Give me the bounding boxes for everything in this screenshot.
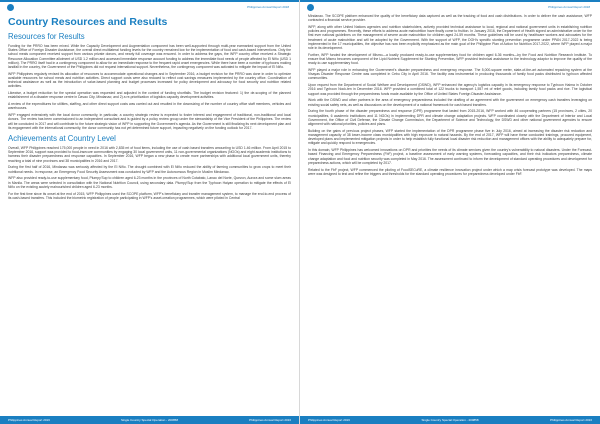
footer-center-text: Single Country Special Operation - 200858	[120, 418, 179, 422]
footer-center-text: Single Country Special Operation - 200858	[421, 418, 479, 422]
paragraph: Related to the FbF project, WFP commenced the piloting of FoodSECuRE, a climate resilience innovation project under which a map crisis forecast prototype was developed. The maps were was designed to test and refine the triggers and thresholds for the standard operating procedures for preparedness developed under FbF.	[308, 167, 592, 176]
paragraph: Likewise, a budget reduction for the special operation was requested and adjusted in the context of funding shortfalls. The budget revision featured: 1) the de-scoping of the planned establishment of a disaster response centre in Davao City, Mindanao; and 2) a re-prioritization of logistics capacity development activities.	[8, 91, 291, 100]
paragraph: Overall, WFP Philippines reached 175,000 people in need in 2016 with 2,835 mt of food items, including the use of cash based transfers amounting to USD 1.46 million. From April 2015 to September 2016, support was provided to food-insecure communities by engaging 30 local government units, 11 non-governmental organizations (NGOs) and eight academic institutions to harness their disaster preparedness and response capacities. In September 2016, WFP began a new phase to create more partnerships with additional local government units, thereby reaching a total of nine provinces and 38 municipalities in 2016 and 2017.	[8, 146, 291, 163]
running-header: Philippines Annual Report 2018	[247, 5, 289, 9]
section-heading-achievements: Achievements at Country Level	[8, 134, 116, 144]
left-page-content	[8, 14, 291, 412]
paragraph: Further, WFP funded the development of Mismo—a locally produced ready-to-use supplementary food for children aged 6-36 months—by the Food and Nutrition Research Institute. To ensure that Mismo becomes component of the Lipid Nutrient Supplement for Stunting Prevention, WFP provided technical assistance to the technology adaptor to improve the quality of the ready-to-use supplementary food.	[308, 52, 592, 66]
footer-left-text: Philippines Annual Report 2016	[8, 418, 50, 422]
paragraph: In this domain, WFP Philippines has welcomed innovations on DPR and priorities the needs of its climate services given the country's vulnerability to natural disasters. Under the Forecast-based Financing and Emergency Preparedness (FbF) project, a baseline assessment of early warning systems, forecasting capacities, and their risk indicators preparedness, climate change adaptation and food and nutrition security was completed in May 2016. The assessment continued to inform the development of standard operating procedures and development for preparedness actions, which will be completed by 2017.	[308, 148, 592, 165]
paragraph: During the fourth phase of the disaster preparedness and response (DPR) programme that lasted from 2015-2016, WFP worked with 46 cooperating partners (15 provinces, 2 cities, 20 municipalities, 6 academic institutions and 11 NGOs) in implementing DPR and climate change adaptation projects. WFP coordinated closely with the Department of Interior and Local Government, the Office of Civil Defense, the Climate Change Commission, the Department of Science and Technology, the DSWD and other national government agencies to ensure alignment with national priorities, policies and plans.	[308, 109, 592, 127]
paragraph: Upon request from the Department of Social Welfare and Development (DSWD), WFP enhanced the agency's logistics capacity in its emergency response to Typhoon Haima in October 2016 and Typhoon Nock-ten in December 2016. WFP provided a combined total of 122 trucks to transport 1,557 mt of relief goods, including family food packs and rice. The logistical support was provided through the preparedness funds made available by the Office of United States Foreign Disaster Assistance.	[308, 83, 592, 96]
paragraph: WFP, along with other United Nations agencies and nutrition stakeholders, actively provided technical assistance to local, regional and national government units in establishing nutrition policies and programmes. Recently, these efforts to address acute malnutrition have finally come to fruition. In January 2016, the Department of Health signed an administrative order for the first ever national guidelines on the management of severe acute malnutrition for children aged 24-59 months. These guidelines will be used by healthcare workers and advocates for the treatment of acute malnutrition and will be adopted by the Government. With the support of WFP, the DOH's specific stunting prevention programme under PPAN 2017-2022 is being implemented in the 17 municipalities, the objective has now been explicitly emphasized as the main goal of the Philippine Plan of Action for Nutrition 2017-2022, where WFP played a major role in its development.	[308, 25, 592, 51]
paragraph: WFP played a major role in enhancing the Government's disaster preparedness and emergency response. The 5,000-square meter, state-of-the-art automated repacking system at the Visayas Disaster Response Centre was completed in Cebu City in April 2016. The facility was instrumental in producing thousands of family food packs distributed to typhoon affected communities.	[308, 68, 592, 81]
page-footer	[0, 416, 299, 424]
header-strip	[0, 0, 299, 2]
right-page	[300, 0, 600, 424]
header-strip	[300, 0, 600, 2]
page-footer	[300, 416, 600, 424]
footer-left-text: Philippines Annual Report 2016	[308, 418, 350, 422]
paragraph: Work with the DSWD and other partners in the area of emergency preparedness included the drafting of an agreement with the government on emergency cash transfers leveraging on existing social safety nets, as well as discussions on the development of a national framework for cash based transfers.	[308, 98, 592, 107]
page-title: Country Resources and Results	[8, 16, 168, 28]
section-heading-resources: Resources for Results	[8, 32, 85, 41]
paragraph: For the first time since its onset at the end of 2015, WFP Philippines used the SCOPE platform, WFP's beneficiary and transfer management system, to manage the end-to-end process of its cash-based transfers. This included the biometric registration of people participating in WFP's asset-creation programmes, which were piloted in Central	[8, 191, 291, 200]
paragraph: WFP engaged extensively with the local donor community, in particular, a country strategic review is expected to foster interest and engagement of traditional, non-traditional and local donors. The review has been commissioned to an independent consultant and is guided by a policy review group under the stewardship of the Vice President of the Philippines. The review will be concluded in 2017 and will contribute to the future strategic vision of WFP in supporting the Government's agenda. As the Government is still finalizing its next development plan and its engagement with the international community, the donor community has not yet determined future support, impacting negatively on the funding outlook for 2017.	[8, 113, 291, 130]
paragraph: WFP also provided ready-to-use supplementary food, Plumpy'Sup to children aged 6-23 months in the provinces of North Cotabato, Lanao del Norte, Quezon, Aurora and some slum areas in Manila. The areas were selected in consultation with the National Nutrition Council, using secondary data. Plumpy'Sup from the Typhoon Haiyan operation to mitigate the effects of El Niño on the existing acutely malnourished children aged 6-23 months.	[8, 176, 291, 189]
wfp-logo-icon	[7, 4, 14, 11]
paragraph: During the first half of 2016, Mindanao was seriously affected by the El Niño. The drought combined with El Niño reduced the ability of farming communities to grow crops to meet their nutritional needs. In response, an Emergency Food Security Assessment was conducted by WFP and the Autonomous Region in Muslim Mindanao.	[8, 165, 291, 174]
paragraph: A review of the expenditures for utilities, staffing, and other direct support costs was carried out and resulted in the downsizing of the number of country office staff members, vehicles and warehouses.	[8, 102, 291, 111]
running-header: Philippines Annual Report 2018	[548, 5, 590, 9]
paragraph: Funding for the PRRO has been mixed. While the Capacity Development and Augmentation component has been well-supported through multi-year earmarked support from the United States Office of Foreign Disaster Assistance, the overall direct multilateral funding levels for the country remained low for the implementation of food and cash-based interventions. Only the school meals component received support from various private donors, and nearly full coverage was ensured. In order to address the gaps, the WFP country office received a Strategic Resource Allocation Committee allotment of USD 1.2 million and accessed immediate response account funding to address the immediate food needs of people affected by El Niño (USD 1 million). The PRRO itself had in a contingency component to allow for an immediate response to the frequent rapid onset emergencies. While there have been a number of typhoons making landfall in the country, the Government of the Philippines did not request international support. Nevertheless, the contingency component was activated to mitigate the impact of El Niño.	[8, 44, 291, 70]
right-page-content	[308, 14, 592, 412]
footer-right-text: Philippines Annual Report 2016	[249, 418, 291, 422]
paragraph: WFP Philippines regularly revised its allocation of resources to accommodate operational changes and in September 2016, a budget revision for the PRRO was done in order to optimize available resources for school meals and nutrition activities. Direct support costs were also reduced to reflect cost savings measures implemented by the country office. Coordination of technical assistance as well as the introduction of value-based planning and budget processes increased for policy development and advocacy for food security and nutrition related activities.	[8, 71, 291, 89]
paragraph: Building on the gains of previous project phases, WFP started the implementation of the DPR programme phase five in July 2016, aimed at increasing the disaster risk reduction and management capacity of 38 lower-income class municipalities with high exposure to natural hazards. By the end of 2017, WFP will have these conducted trainings, procured equipment, developed plans and implemented mitigation projects in order to help establish fully functional local disaster risk reduction and management offices with the ability to adequately prepare for, mitigate and quickly respond to emergencies.	[308, 128, 592, 146]
paragraph: Mindanao. The SCOPE platform enhanced the quality of the beneficiary data captured as well as the tracking of food and cash distributions. In order to deliver the cash assistance, WFP contracted a financial service provider.	[308, 14, 592, 23]
footer-right-text: Philippines Annual Report 2016	[550, 418, 592, 422]
wfp-logo-icon	[307, 4, 314, 11]
